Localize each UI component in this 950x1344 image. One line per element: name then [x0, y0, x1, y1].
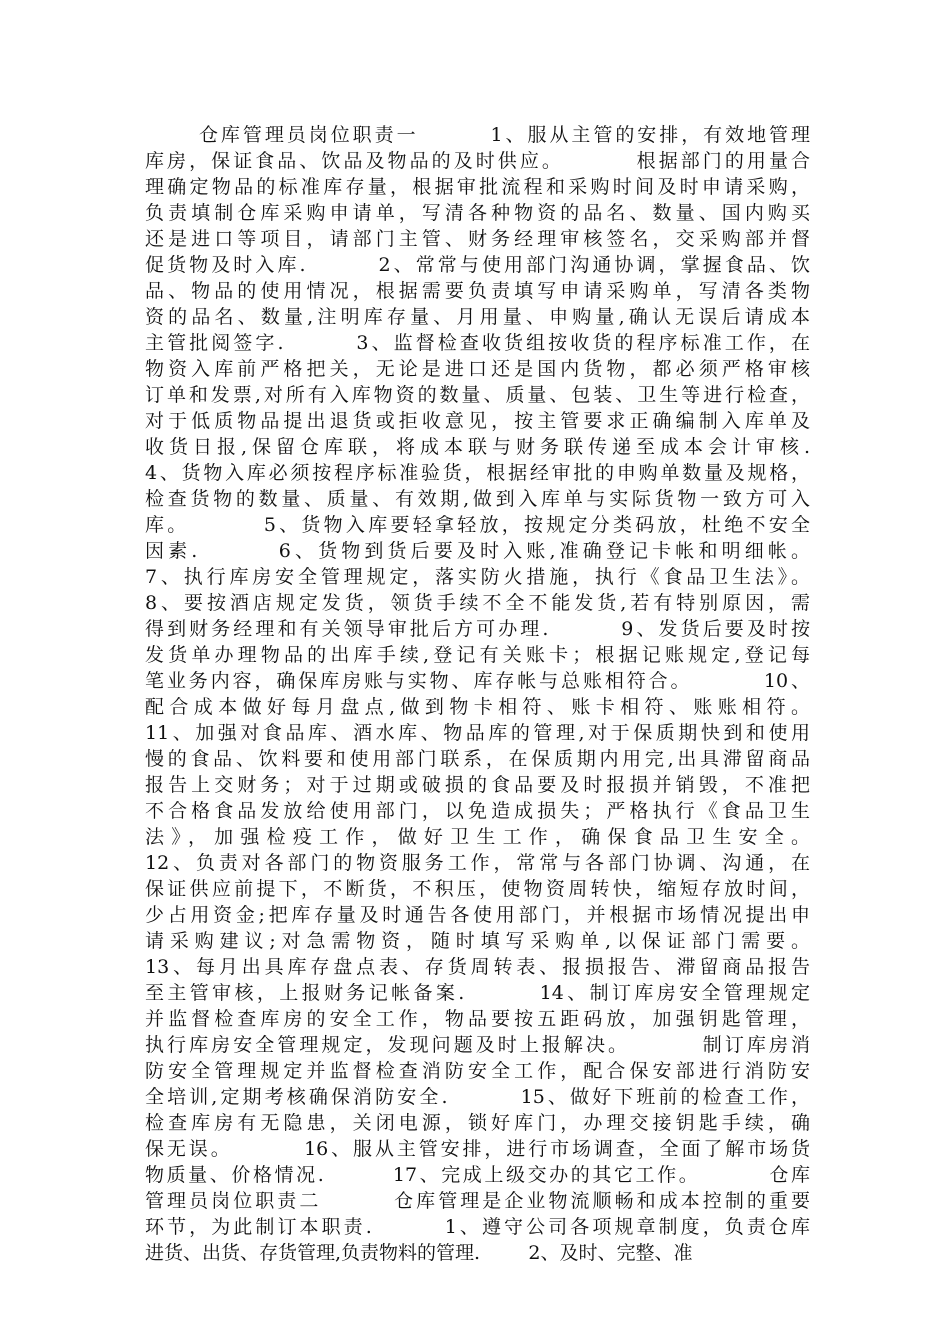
text-line: 物资入库前严格把关，无论是进口还是国内货物，都必须严格审核: [145, 358, 810, 380]
text-line: 管理员岗位职责二 仓库管理是企业物流顺畅和成本控制的重要: [145, 1190, 810, 1212]
text-line: 7、执行库房安全管理规定，落实防火措施，执行《食品卫生法》。: [145, 566, 810, 588]
text-line: 库。 5、货物入库要轻拿轻放，按规定分类码放，杜绝不安全: [145, 514, 810, 536]
text-line: 品、物品的使用情况，根据需要负责填写申请采购单，写清各类物: [145, 280, 810, 302]
text-line: 得到财务经理和有关领导审批后方可办理. 9、发货后要及时按: [145, 618, 810, 640]
text-line: 仓库管理员岗位职责一 1、服从主管的安排，有效地管理: [145, 124, 810, 146]
text-line: 促货物及时入库. 2、常常与使用部门沟通协调，掌握食品、饮: [145, 254, 810, 276]
text-line: 报告上交财务；对于过期或破损的食品要及时报损并销毁，不准把: [145, 774, 810, 796]
text-line: 检查货物的数量、质量、有效期,做到入库单与实际货物一致方可入: [145, 488, 810, 510]
text-line: 并监督检查库房的安全工作，物品要按五距码放，加强钥匙管理，: [145, 1008, 810, 1030]
text-line: 11、加强对食品库、酒水库、物品库的管理,对于保质期快到和使用: [145, 722, 810, 744]
text-line: 执行库房安全管理规定，发现问题及时上报解决。 制订库房消: [145, 1034, 810, 1056]
text-line: 资的品名、数量,注明库存量、月用量、申购量,确认无误后请成本: [145, 306, 810, 328]
text-line: 负责填制仓库采购申请单，写清各种物资的品名、数量、国内购买: [145, 202, 810, 224]
document-body: [145, 122, 810, 1266]
text-line: 保无误。 16、服从主管安排，进行市场调查，全面了解市场货: [145, 1138, 810, 1160]
document-page: [145, 122, 810, 1266]
text-line: 收货日报,保留仓库联，将成本联与财务联传递至成本会计审核.: [145, 436, 810, 458]
text-line: 少占用资金;把库存量及时通告各使用部门，并根据市场情况提出申: [145, 904, 810, 926]
text-line: 保证供应前提下，不断货，不积压，使物资周转快，缩短存放时间，: [145, 878, 810, 900]
text-line: 配合成本做好每月盘点,做到物卡相符、账卡相符、账账相符。: [145, 696, 810, 718]
text-line: 慢的食品、饮料要和使用部门联系，在保质期内用完,出具滞留商品: [145, 748, 810, 770]
text-line: 主管批阅签字. 3、监督检查收货组按收货的程序标准工作，在: [145, 332, 810, 354]
text-line: 全培训,定期考核确保消防安全. 15、做好下班前的检查工作，: [145, 1086, 810, 1108]
text-line: 13、每月出具库存盘点表、存货周转表、报损报告、滞留商品报告: [145, 956, 810, 978]
text-line: 物质量、价格情况. 17、完成上级交办的其它工作。 仓库: [145, 1164, 810, 1186]
text-line: 不合格食品发放给使用部门，以免造成损失；严格执行《食品卫生: [145, 800, 810, 822]
text-line: 至主管审核，上报财务记帐备案. 14、制订库房安全管理规定: [145, 982, 810, 1004]
text-line: 4、货物入库必须按程序标准验货，根据经审批的申购单数量及规格，: [145, 462, 810, 484]
text-line: 环节，为此制订本职责. 1、遵守公司各项规章制度，负责仓库: [145, 1216, 810, 1238]
text-line: 12、负责对各部门的物资服务工作，常常与各部门协调、沟通，在: [145, 852, 810, 874]
text-line: 对于低质物品提出退货或拒收意见，按主管要求正确编制入库单及: [145, 410, 810, 432]
text-line: 进货、出货、存货管理,负责物料的管理. 2、及时、完整、准: [145, 1242, 693, 1264]
text-line: 检查库房有无隐患，关闭电源，锁好库门，办理交接钥匙手续，确: [145, 1112, 810, 1134]
text-line: 库房，保证食品、饮品及物品的及时供应。 根据部门的用量合: [145, 150, 810, 172]
text-line: 防安全管理规定并监督检查消防安全工作，配合保安部进行消防安: [145, 1060, 810, 1082]
text-line: 请采购建议;对急需物资，随时填写采购单,以保证部门需要。: [145, 930, 810, 952]
text-line: 发货单办理物品的出库手续,登记有关账卡；根据记账规定,登记每: [145, 644, 810, 666]
text-line: 理确定物品的标准库存量，根据审批流程和采购时间及时申请采购，: [145, 176, 810, 198]
text-line: 8、要按酒店规定发货，领货手续不全不能发货,若有特别原因，需: [145, 592, 810, 614]
text-line: 笔业务内容，确保库房账与实物、库存帐与总账相符合。 10、: [145, 670, 810, 692]
text-line: 因素. 6、货物到货后要及时入账,准确登记卡帐和明细帐。: [145, 540, 810, 562]
text-line: 订单和发票,对所有入库物资的数量、质量、包装、卫生等进行检查，: [145, 384, 810, 406]
text-line: 还是进口等项目，请部门主管、财务经理审核签名，交采购部并督: [145, 228, 810, 250]
text-line: 法》，加强检疫工作，做好卫生工作，确保食品卫生安全。: [145, 826, 810, 848]
